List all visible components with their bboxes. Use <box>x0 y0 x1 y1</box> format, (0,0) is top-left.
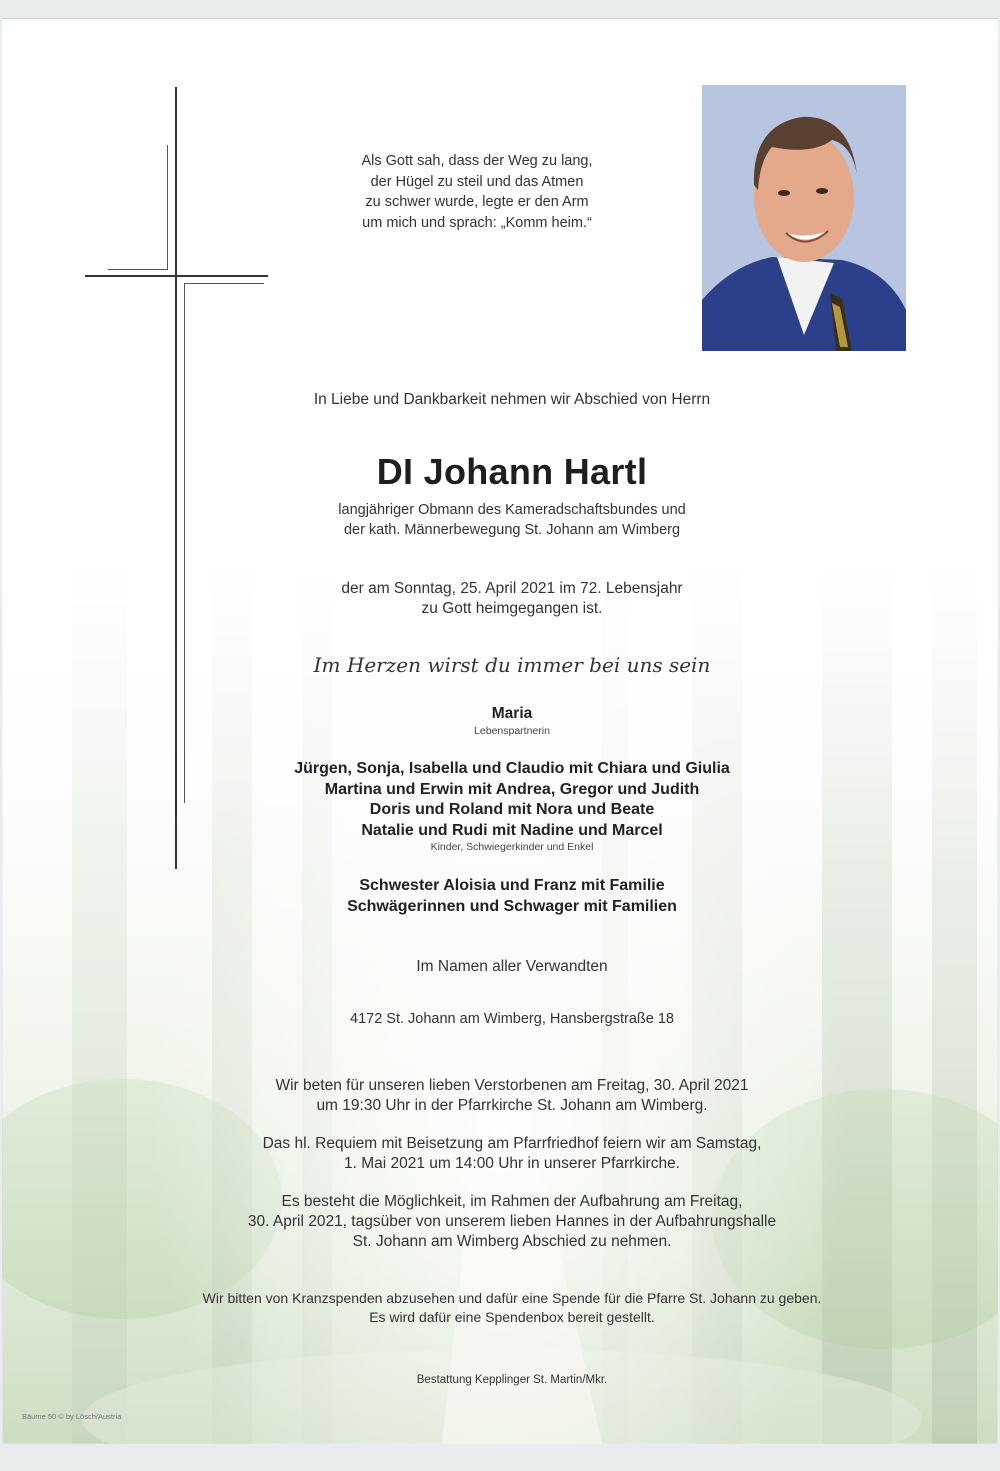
quote-line: zu schwer wurde, legte er den Arm <box>365 194 589 210</box>
partner-block <box>162 705 862 737</box>
sibling-line: Schwester Aloisia und Franz mit Familie <box>359 877 665 894</box>
siblings-block <box>162 876 862 917</box>
service-requiem <box>122 1134 902 1174</box>
death-line: der am Sonntag, 25. April 2021 im 72. Lebensjahr <box>341 580 683 597</box>
cross-horizontal-bar <box>85 275 268 277</box>
service-line: 30. April 2021, tagsüber von unserem lieben Hannes in der Aufbahrungshalle <box>247 1213 777 1230</box>
cross-inner-line <box>184 283 264 284</box>
children-line: Doris und Roland mit Nora und Beate <box>369 801 655 818</box>
death-notice <box>162 579 862 618</box>
deceased-name: DI Johann Hartl <box>376 451 648 492</box>
relatives-note: Im Namen aller Verwandten <box>416 958 608 975</box>
portrait-photo <box>702 85 906 351</box>
service-prayer <box>122 1076 902 1116</box>
service-line: Es besteht die Möglichkeit, im Rahmen der Aufbahrung am Freitag, <box>281 1193 743 1210</box>
role-line: langjähriger Obmann des Kameradschaftsbundes und <box>338 502 686 518</box>
donation-line: Es wird dafür eine Spendenbox bereit gestellt. <box>369 1309 655 1325</box>
children-block <box>162 759 862 841</box>
children-role: Kinder, Schwiegerkinder und Enkel <box>430 841 594 853</box>
quote-line: Als Gott sah, dass der Weg zu lang, <box>361 153 593 169</box>
quote <box>267 151 687 233</box>
service-line: Wir beten für unseren lieben Verstorbenen am Freitag, 30. April 2021 <box>275 1077 749 1094</box>
partner-name: Maria <box>491 705 533 722</box>
quote-line: um mich und sprach: „Komm heim.“ <box>362 214 592 231</box>
donation-note <box>102 1289 922 1327</box>
cross-inner-line <box>167 145 168 269</box>
obituary-card <box>2 18 998 1444</box>
role-line: der kath. Männerbewegung St. Johann am Wimberg <box>343 521 681 538</box>
service-line: Das hl. Requiem mit Beisetzung am Pfarrfriedhof feiern wir am Samstag, <box>262 1135 762 1152</box>
sibling-line: Schwägerinnen und Schwager mit Familien <box>347 897 677 915</box>
service-line: 1. Mai 2021 um 14:00 Uhr in unserer Pfarrkirche. <box>344 1155 680 1172</box>
service-line: um 19:30 Uhr in der Pfarrkirche St. Johann am Wimberg. <box>316 1097 708 1114</box>
children-line: Martina und Erwin mit Andrea, Gregor und Judith <box>324 780 700 798</box>
address: 4172 St. Johann am Wimberg, Hansbergstraße 18 <box>350 1011 674 1027</box>
service-viewing <box>122 1192 902 1252</box>
donation-line: Wir bitten von Kranzspenden abzusehen und dafür eine Spende für die Pfarre St. Johann zu geben. <box>202 1290 822 1306</box>
deceased-role <box>162 501 862 540</box>
children-line: Natalie und Rudi mit Nadine und Marcel <box>361 821 663 839</box>
quote-line: der Hügel zu steil und das Atmen <box>370 173 584 190</box>
funeral-home: Bestattung Kepplinger St. Martin/Mkr. <box>416 1374 608 1386</box>
children-line: Jürgen, Sonja, Isabella und Claudio mit Chiara und Giulia <box>294 760 730 777</box>
death-line: zu Gott heimgegangen ist. <box>421 599 603 617</box>
cross-inner-line <box>108 269 168 270</box>
service-line: St. Johann am Wimberg Abschied zu nehmen. <box>352 1233 672 1250</box>
partner-role: Lebenspartnerin <box>474 725 550 737</box>
motto: Im Herzen wirst du immer bei uns sein <box>313 653 711 677</box>
farewell-intro: In Liebe und Dankbarkeit nehmen wir Abschied von Herrn <box>313 391 711 408</box>
image-credit: Bäume 50 © by Lösch/Austria <box>22 1412 122 1421</box>
